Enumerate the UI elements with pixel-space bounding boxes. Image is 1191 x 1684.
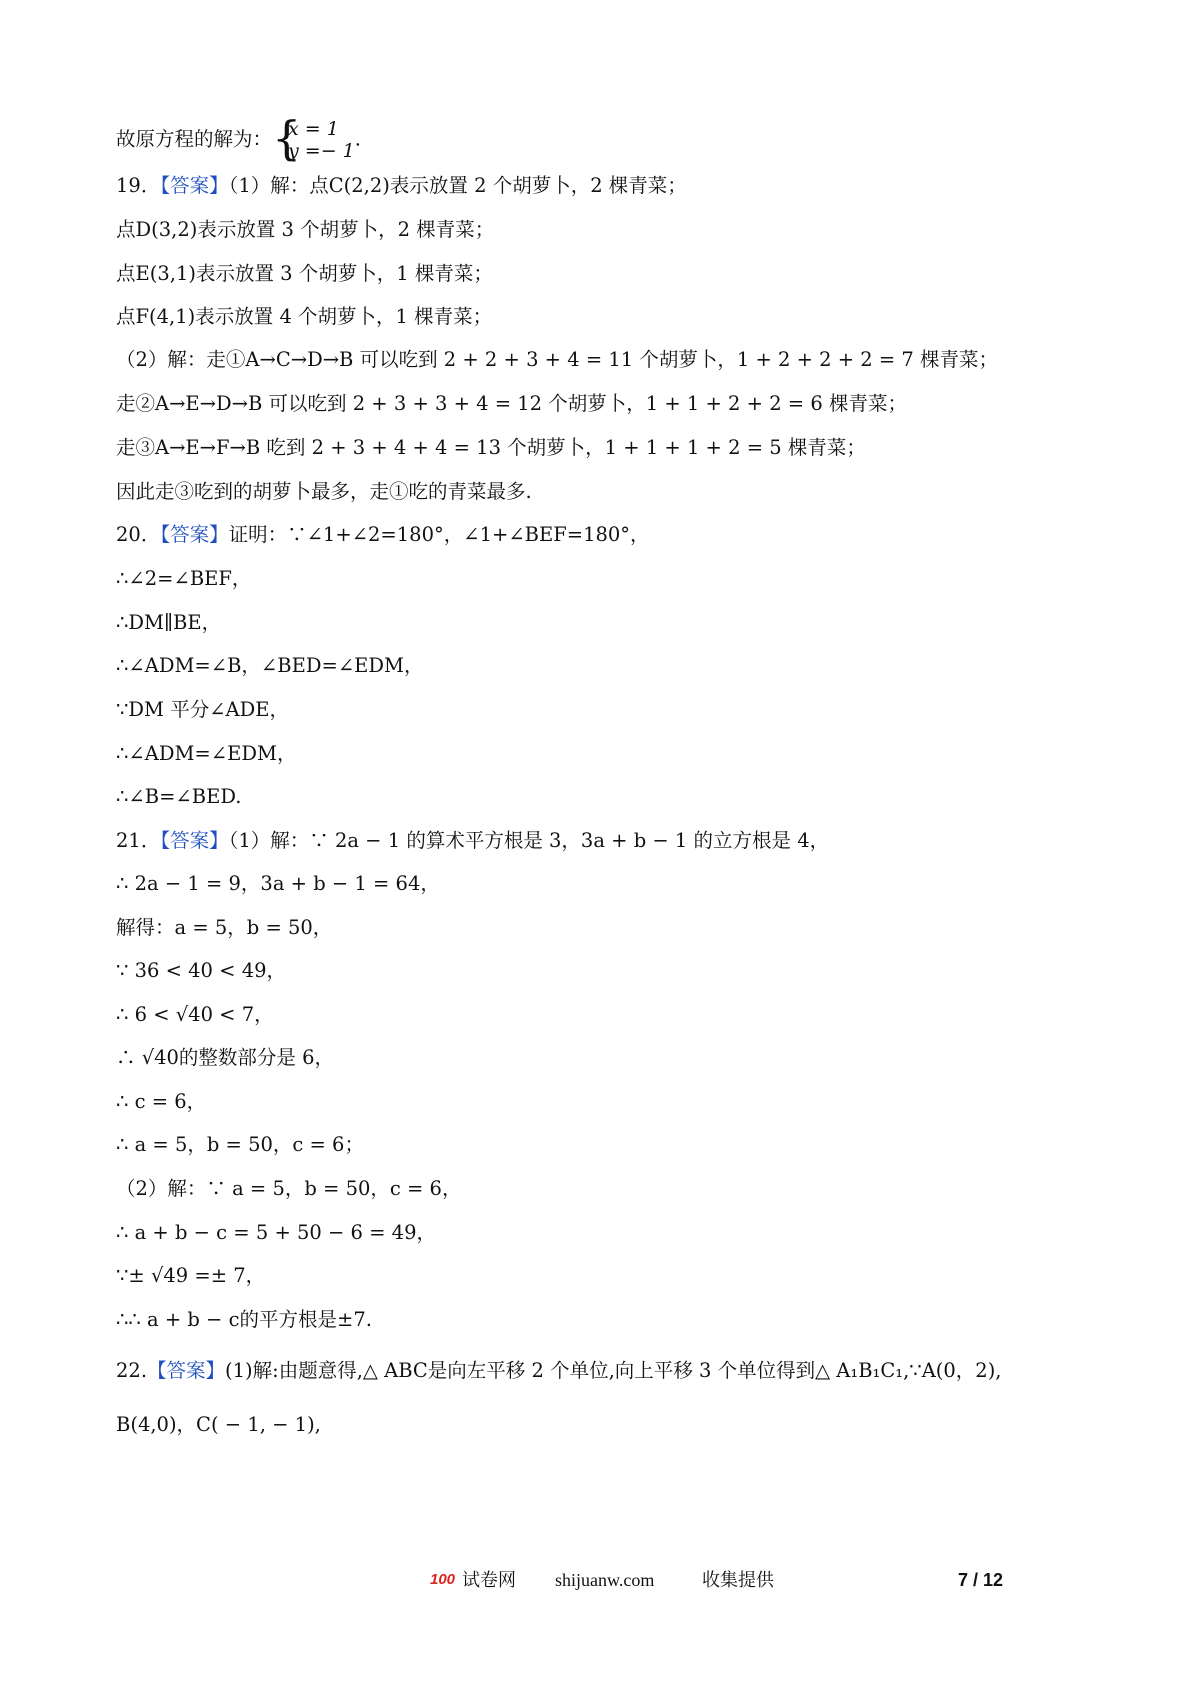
left-brace-icon: { [272, 111, 302, 165]
q19-line-4: 点F(4,1)表示放置 4 个胡萝卜，1 棵青菜； [116, 305, 493, 328]
q22-line-1 [116, 1357, 1002, 1385]
site-logo: 100 [430, 1571, 456, 1588]
q19-line-3: 点E(3,1)表示放置 3 个胡萝卜，1 棵青菜； [116, 262, 493, 285]
q21-line-3: 解得：a = 5，b = 50， [116, 916, 333, 939]
equation-row-1: x = 1 [288, 118, 339, 140]
q22-number: 22. [116, 1359, 148, 1382]
q19-line-8: 因此走③吃到的胡萝卜最多，走①吃的青菜最多. [116, 480, 532, 503]
q21-line-1 [116, 827, 829, 855]
intro-line [116, 111, 361, 165]
q22-answer-tag: 【答案】 [147, 1359, 226, 1382]
q19-line-7: 走③A→E→F→B 吃到 2 + 3 + 4 + 4 = 13 个胡萝卜，1 + 1 + 1 + 2 = 5 棵青菜； [116, 436, 866, 459]
provided-note: 收集提供 [702, 1570, 774, 1590]
q21-line-4: ∵ 36 < 40 < 49， [116, 959, 287, 982]
q19-answer-tag: 【答案】 [160, 174, 229, 197]
q20-line-7: ∴∠B=∠BED. [116, 785, 242, 808]
q21-line-7: ∴ c = 6， [116, 1090, 207, 1113]
q21-number: 21． [116, 829, 161, 852]
page-number: 7 / 12 [958, 1570, 1004, 1590]
q21-line-9: （2）解：∵ a = 5，b = 50，c = 6， [116, 1177, 462, 1200]
site-name: 试卷网 [462, 1570, 516, 1590]
q21-line-11: ∵± √49 =± 7， [116, 1264, 266, 1287]
q20-line-3: ∴DM∥BE， [116, 611, 222, 634]
q21-line-6: ∴ √40的整数部分是 6， [116, 1046, 335, 1069]
q20-line-6: ∴∠ADM=∠EDM， [116, 742, 297, 765]
q19-line-5: （2）解：走①A→C→D→B 可以吃到 2 + 2 + 3 + 4 = 11 个胡萝卜，1 + 2 + 2 + 2 = 7 棵青菜； [116, 348, 999, 371]
q19-line-6: 走②A→E→D→B 可以吃到 2 + 3 + 3 + 4 = 12 个胡萝卜，1 + 1 + 2 + 2 = 6 棵青菜； [116, 392, 907, 415]
intro-tail: . [354, 127, 361, 151]
intro-text: 故原方程的解为： [116, 127, 273, 151]
q21-line-5: ∴ 6 < √40 < 7， [116, 1003, 274, 1026]
site-url[interactable]: shijuanw.com [555, 1570, 655, 1590]
q22-text-1: (1)解:由题意得,△ ABC是向左平移 2 个单位,向上平移 3 个单位得到△ A₁B₁C₁,∵A(0，2), [225, 1359, 1002, 1382]
q20-line-1 [116, 521, 650, 549]
q20-answer-tag: 【答案】 [160, 523, 229, 546]
q19-text-1: （1）解：点C(2,2)表示放置 2 个胡萝卜，2 棵青菜； [228, 174, 687, 197]
q19-line-2: 点D(3,2)表示放置 3 个胡萝卜，2 棵青菜； [116, 218, 495, 241]
q19-line-1 [116, 172, 687, 200]
equation-row-2: y =− 1 [288, 140, 355, 162]
q21-line-2: ∴ 2a − 1 = 9，3a + b − 1 = 64， [116, 872, 440, 895]
q21-line-8: ∴ a = 5，b = 50，c = 6； [116, 1133, 364, 1156]
q20-line-4: ∴∠ADM=∠B，∠BED=∠EDM， [116, 654, 424, 677]
q20-text-1: 证明：∵∠1+∠2=180°，∠1+∠BEF=180°， [228, 523, 650, 546]
q22-line-2: B(4,0)，C( − 1, − 1), [116, 1413, 321, 1436]
q20-line-2: ∴∠2=∠BEF， [116, 567, 252, 590]
q21-line-12: ∴∴ a + b − c的平方根是±7. [116, 1308, 372, 1331]
q21-line-10: ∴ a + b − c = 5 + 50 − 6 = 49， [116, 1221, 436, 1244]
q21-answer-tag: 【答案】 [160, 829, 229, 852]
q20-number: 20． [116, 523, 161, 546]
q19-number: 19． [116, 174, 161, 197]
q21-text-1: （1）解：∵ 2a − 1 的算术平方根是 3，3a + b − 1 的立方根是 4， [228, 829, 830, 852]
q20-line-5: ∵DM 平分∠ADE， [116, 698, 289, 721]
equation-system [272, 111, 355, 165]
